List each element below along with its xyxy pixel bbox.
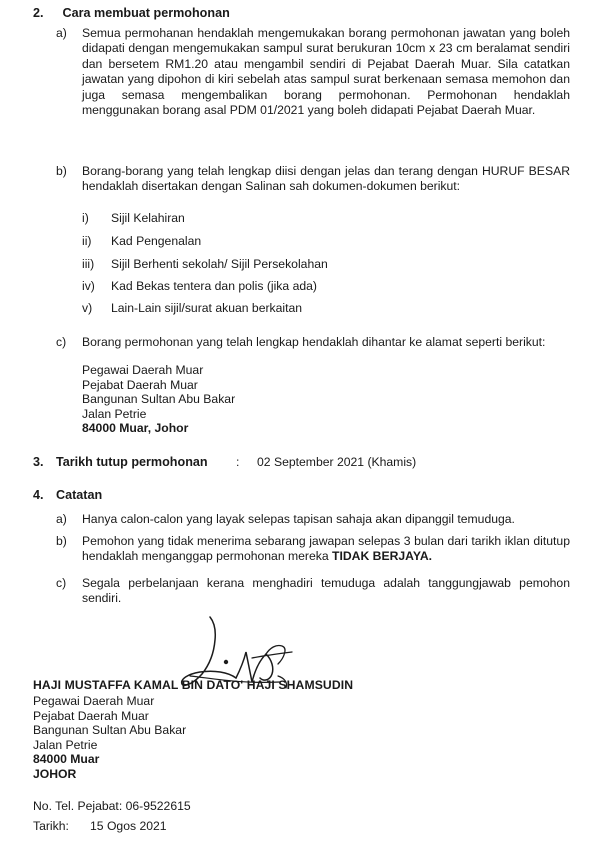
section-3-number: 3. (33, 455, 44, 469)
list-item-label: iv) (82, 279, 95, 293)
signatory-address-postcode: 84000 Muar (33, 752, 100, 767)
list-item: Kad Bekas tentera dan polis (jika ada) (111, 279, 317, 293)
list-item-label: ii) (82, 234, 92, 248)
section-3-colon: : (236, 455, 240, 469)
section-2-number: 2. (33, 6, 44, 20)
section-4-title: Catatan (56, 488, 103, 502)
section-4-number: 4. (33, 488, 44, 502)
list-item: Sijil Berhenti sekolah/ Sijil Persekolahan (111, 257, 328, 271)
section-2-heading (33, 6, 230, 21)
signatory-address (33, 694, 186, 782)
list-item: Sijil Kelahiran (111, 211, 185, 225)
section-4b-emphasis: TIDAK BERJAYA. (332, 549, 433, 564)
section-2a-text: Semua permohanan hendaklah mengemukakan borang permohonan jawatan yang boleh didapati dengan mengemukakan sampul surat berukuran 10cm x 23 cm beralamat sendiri dan bersetem RM1.20 atau mengambil sendiri di Pejabat Daerah Muar. Sila catatkan jawatan yang dipohon di kiri sebelah atas sampul surat berkenaan semasa memohon dan juga semasa mengembalikan borang permohonan. Permohonan hendaklah menggunakan borang asal PDM 01/2021 yang boleh didapati Pejabat Daerah Muar. (82, 26, 570, 118)
section-4c-text: Segala perbelanjaan kerana menghadiri temuduga adalah tanggungjawab pemohon sendiri. (82, 576, 570, 606)
section-4b-text (82, 534, 570, 565)
section-2a-label: a) (56, 26, 67, 40)
address-line: Pejabat Daerah Muar (82, 377, 198, 392)
section-2b-label: b) (56, 164, 67, 178)
section-4b-body: Pemohon yang tidak menerima sebarang jawapan selepas 3 bulan dari tarikh iklan ditutup hendaklah menganggap permohonan mereka (82, 534, 570, 564)
letter-date-label: Tarikh: (33, 819, 69, 833)
section-4b-label: b) (56, 534, 67, 548)
section-2-title: Cara membuat permohonan (62, 6, 230, 20)
list-item-label: v) (82, 301, 93, 315)
section-2c-label: c) (56, 335, 67, 349)
section-2c-text: Borang permohonan yang telah lengkap hendaklah dihantar ke alamat seperti berikut: (82, 335, 546, 349)
address-line: Bangunan Sultan Abu Bakar (82, 392, 236, 407)
letter-date: 15 Ogos 2021 (90, 819, 167, 833)
signatory-title: Pegawai Daerah Muar (33, 694, 155, 708)
signatory-address-state: JOHOR (33, 766, 77, 781)
signatory-address-line: Jalan Petrie (33, 737, 98, 752)
signatory-address-line: Bangunan Sultan Abu Bakar (33, 723, 187, 738)
address-line-postcode: 84000 Muar, Johor (82, 421, 189, 436)
list-item-label: i) (82, 211, 89, 225)
section-3-title: Tarikh tutup permohonan (56, 455, 208, 469)
list-item: Lain-Lain sijil/surat akuan berkaitan (111, 301, 303, 315)
address-line: Jalan Petrie (82, 406, 147, 421)
address-line: Pegawai Daerah Muar (82, 363, 204, 377)
section-2b-text: Borang-borang yang telah lengkap diisi dengan jelas dan terang dengan HURUF BESAR hendaklah disertakan dengan Salinan sah dokumen-dokumen berikut: (82, 164, 570, 194)
section-4a-label: a) (56, 512, 67, 526)
list-item: Kad Pengenalan (111, 234, 202, 248)
signatory-address-line: Pejabat Daerah Muar (33, 708, 149, 723)
office-phone (33, 799, 191, 814)
office-phone-label: No. Tel. Pejabat: (33, 799, 123, 813)
list-item-label: iii) (82, 257, 95, 271)
submission-address (82, 363, 235, 436)
office-phone-value: 06-9522615 (125, 799, 191, 813)
section-4c-label: c) (56, 576, 67, 590)
signatory-name: HAJI MUSTAFFA KAMAL BIN DATO' HAJI SHAMSUDIN (33, 678, 354, 692)
closing-date: 02 September 2021 (Khamis) (257, 455, 417, 469)
section-4a-text: Hanya calon-calon yang layak selepas tapisan sahaja akan dipanggil temuduga. (82, 512, 515, 526)
